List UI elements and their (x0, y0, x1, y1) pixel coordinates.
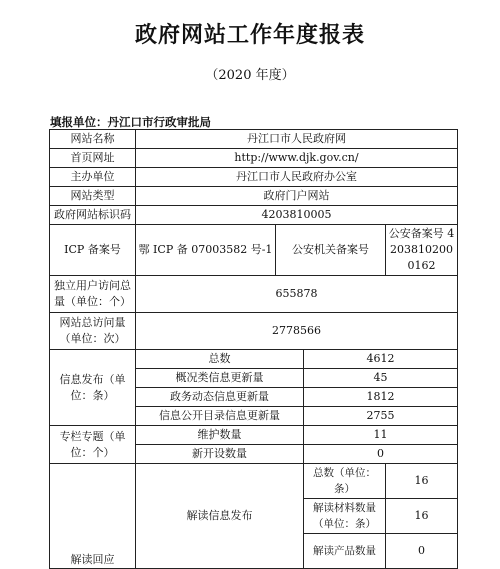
row-label: 网站总访问量（单位：次） (50, 313, 136, 350)
row-label: 首页网址 (50, 149, 136, 168)
item-label: 新开设数量 (136, 445, 304, 464)
table-row (50, 225, 458, 276)
group-label: 信息发布（单位：条） (50, 350, 136, 426)
row-label: 网站类型 (50, 187, 136, 206)
table-row (50, 168, 458, 187)
row-value: 丹江口市人民政府网 (136, 130, 458, 149)
item-value: 4612 (304, 350, 458, 369)
row-label: 网站名称 (50, 130, 136, 149)
item-label: 维护数量 (136, 426, 304, 445)
item-value: 0 (386, 534, 458, 569)
item-value: 16 (386, 499, 458, 534)
item-value: 16 (386, 464, 458, 499)
item-value: 11 (304, 426, 458, 445)
item-label: 概况类信息更新量 (136, 369, 304, 388)
row-value: 655878 (136, 276, 458, 313)
table-row (50, 313, 458, 350)
item-label: 解读产品数量 (304, 534, 386, 569)
police-record-value: 公安备案号 42038102000162 (386, 225, 458, 276)
report-year: （2020 年度） (205, 68, 295, 83)
table-row (50, 350, 458, 369)
row-label: 政府网站标识码 (50, 206, 136, 225)
item-label: 信息公开目录信息更新量 (136, 407, 304, 426)
row-value: 4203810005 (136, 206, 458, 225)
group-label: 解读回应 (50, 464, 136, 569)
group-label: 专栏专题（单位：个） (50, 426, 136, 464)
table-row (50, 130, 458, 149)
table-row (50, 426, 458, 445)
table-row (50, 206, 458, 225)
row-value: 政府门户网站 (136, 187, 458, 206)
item-label: 总数（单位：条） (304, 464, 386, 499)
row-value: http://www.djk.gov.cn/ (136, 149, 458, 168)
report-table (49, 129, 458, 569)
row-label: 主办单位 (50, 168, 136, 187)
row-value: 2778566 (136, 313, 458, 350)
row-value: 鄂 ICP 备 07003582 号-1 (136, 225, 276, 276)
filing-unit: 填报单位：丹江口市行政审批局 (50, 115, 211, 129)
item-label: 总数 (136, 350, 304, 369)
table-row (50, 187, 458, 206)
sub-group-label: 解读信息发布 (136, 464, 304, 569)
table-row (50, 276, 458, 313)
item-value: 2755 (304, 407, 458, 426)
item-value: 45 (304, 369, 458, 388)
item-value: 1812 (304, 388, 458, 407)
police-record-label: 公安机关备案号 (276, 225, 386, 276)
item-label: 解读材料数量（单位：条） (304, 499, 386, 534)
row-value: 丹江口市人民政府办公室 (136, 168, 458, 187)
table-row (50, 149, 458, 168)
table-row (50, 464, 458, 499)
item-label: 政务动态信息更新量 (136, 388, 304, 407)
row-label: 独立用户访问总量（单位：个） (50, 276, 136, 313)
report-title: 政府网站工作年度报表 (134, 22, 365, 48)
row-label: ICP 备案号 (50, 225, 136, 276)
item-value: 0 (304, 445, 458, 464)
